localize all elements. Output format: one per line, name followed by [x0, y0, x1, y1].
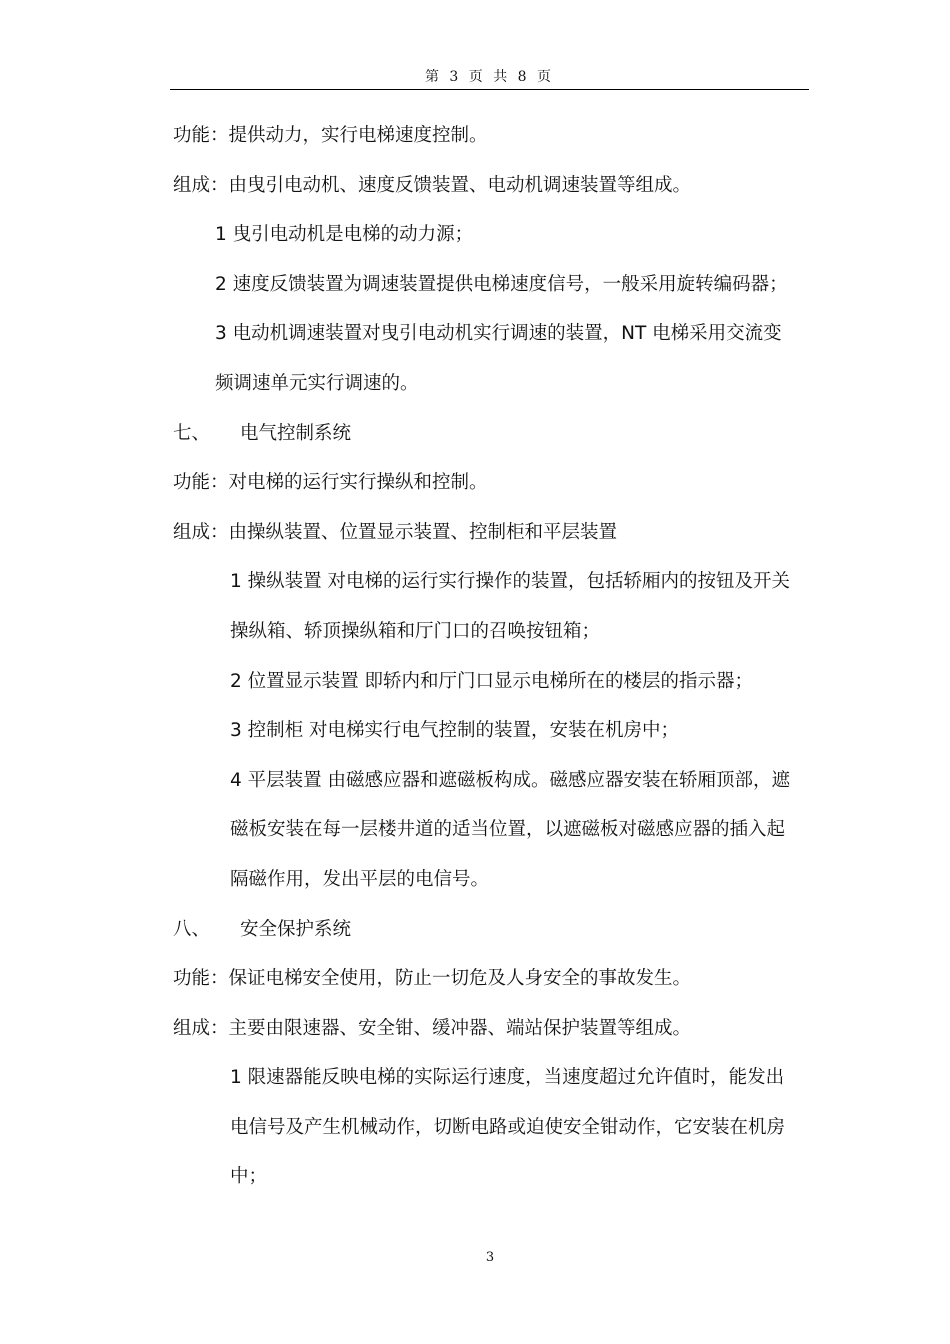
- header-rule: [170, 89, 809, 90]
- list-item-continuation: 频调速单元实行调速的。: [215, 372, 419, 394]
- composition-line: 组成：主要由限速器、安全钳、缓冲器、端站保护装置等组成。: [173, 1017, 692, 1039]
- list-item: 3 控制柜 对电梯实行电气控制的装置，安装在机房中；: [230, 720, 680, 742]
- list-item-continuation: 电信号及产生机械动作，切断电路或迫使安全钳动作，它安装在机房: [230, 1116, 786, 1138]
- list-item-continuation: 磁板安装在每一层楼井道的适当位置，以遮磁板对磁感应器的插入起: [230, 819, 786, 841]
- section-title: 安全保护系统: [240, 918, 352, 940]
- function-line: 功能：保证电梯安全使用，防止一切危及人身安全的事故发生。: [173, 968, 692, 990]
- composition-line: 组成：由操纵装置、位置显示装置、控制柜和平层装置: [173, 521, 618, 543]
- document-body: [173, 111, 813, 1202]
- page-header: 第 3 页 共 8 页: [424, 69, 555, 85]
- list-item: 1 曳引电动机是电梯的动力源；: [215, 224, 474, 246]
- list-item: 2 速度反馈装置为调速装置提供电梯速度信号，一般采用旋转编码器；: [215, 273, 788, 295]
- function-line: 功能：提供动力，实行电梯速度控制。: [173, 125, 488, 146]
- list-item: 1 限速器能反映电梯的实际运行速度，当速度超过允许值时，能发出: [230, 1067, 785, 1089]
- section-heading: [173, 409, 813, 459]
- section-title: 电气控制系统: [240, 422, 352, 444]
- list-item: 3 电动机调速装置对曳引电动机实行调速的装置，NT 电梯采用交流变: [215, 323, 782, 345]
- list-item: 1 操纵装置 对电梯的运行实行操作的装置，包括轿厢内的按钮及开关: [230, 571, 791, 593]
- list-item-continuation: 中；: [230, 1166, 268, 1188]
- section-heading: [173, 905, 813, 955]
- list-item-continuation: 操纵箱、轿顶操纵箱和厅门口的召唤按钮箱；: [230, 620, 601, 642]
- list-item-continuation: 隔磁作用，发出平层的电信号。: [230, 868, 490, 890]
- list-item: 2 位置显示装置 即轿内和厅门口显示电梯所在的楼层的指示器；: [230, 670, 754, 692]
- function-line: 功能：对电梯的运行实行操纵和控制。: [173, 472, 488, 494]
- page-number: 3: [485, 1250, 495, 1265]
- list-item: 4 平层装置 由磁感应器和遮磁板构成。磁感应器安装在轿厢顶部，遮: [230, 769, 791, 791]
- section-number: 七、: [173, 422, 211, 444]
- section-number: 八、: [173, 918, 211, 940]
- composition-line: 组成：由曳引电动机、速度反馈装置、电动机调速装置等组成。: [173, 174, 692, 196]
